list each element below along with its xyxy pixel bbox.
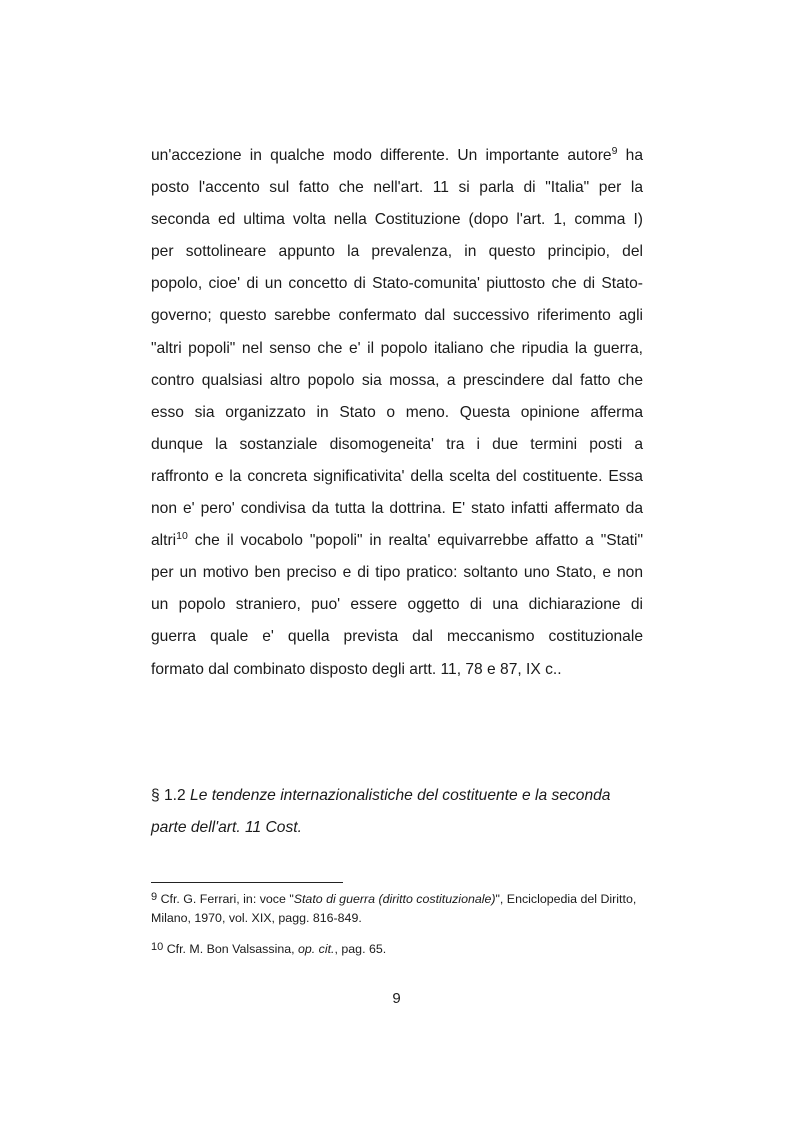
footnote-separator [151, 882, 343, 883]
body-line-1: un'accezione in qualche modo differente. Un importante autore$^9$ ha [151, 145, 643, 164]
footnote-number: 10 [151, 941, 164, 953]
footnote-number: 9 [151, 891, 158, 903]
footnote-ref-9[interactable]: 9 [611, 145, 618, 157]
body-text [151, 140, 643, 686]
body-line-12: non e' pero' condivisa da tutta la dottrina. E' stato infatti affermato da [151, 500, 643, 518]
body-line-5: popolo, cioe' di un concetto di Stato-comunita' piuttosto che di Stato- [151, 275, 643, 293]
footnote-9: 9 Cfr. G. Ferrari, in: voce "Stato di guerra (diritto costituzionale)", Enciclopedia del Diritto, Milano, 1970, vol. XIX, pagg. 816-849. [151, 891, 637, 925]
body-line-11: raffronto e la concreta significativita' della scelta del costituente. Essa [151, 467, 643, 485]
body-line-8: contro qualsiasi altro popolo sia mossa, a prescindere dal fatto che [151, 371, 643, 389]
body-line-16: guerra quale e' quella prevista dal meccanismo costituzionale [151, 628, 643, 646]
section-heading [151, 780, 643, 844]
body-line-10: dunque la sostanziale disomogeneita' tra i due termini posti a [151, 435, 643, 453]
body-line-7: "altri popoli" nel senso che e' il popolo italiano che ripudia la guerra, [151, 339, 643, 357]
body-line-17: formato dal combinato disposto degli artt. 11, 78 e 87, IX c.. [151, 660, 562, 678]
section-number: § 1.2 [151, 787, 191, 804]
body-line-3: seconda ed ultima volta nella Costituzione (dopo l'art. 1, comma I) [151, 211, 643, 229]
body-line-2: posto l'accento sul fatto che nell'art. 11 si parla di "Italia" per la [151, 179, 643, 197]
body-line-14: per un motivo ben preciso e di tipo pratico: soltanto uno Stato, e non [151, 564, 643, 582]
footnote-ref-10[interactable]: 10 [176, 530, 188, 543]
body-line-6: governo; questo sarebbe confermato dal successivo riferimento agli [151, 307, 643, 325]
section-title: Le tendenze internazionalistiche del costituente e la seconda parte dell'art. 11 Cost. [151, 787, 611, 837]
body-line-13: altri$^{10}$ che il vocabolo "popoli" in realta' equivarrebbe affatto a "Stati" [151, 530, 643, 550]
footnote-10: 10 Cfr. M. Bon Valsassina, op. cit., pag. 65. [151, 941, 387, 956]
body-line-9: esso sia organizzato in Stato o meno. Questa opinione afferma [151, 403, 643, 421]
page-number: 9 [392, 990, 401, 1007]
body-line-4: per sottolineare appunto la prevalenza, in questo principio, del [151, 243, 643, 261]
body-line-15: un popolo straniero, puo' essere oggetto di una dichiarazione di [151, 596, 643, 614]
footnotes [151, 890, 643, 971]
